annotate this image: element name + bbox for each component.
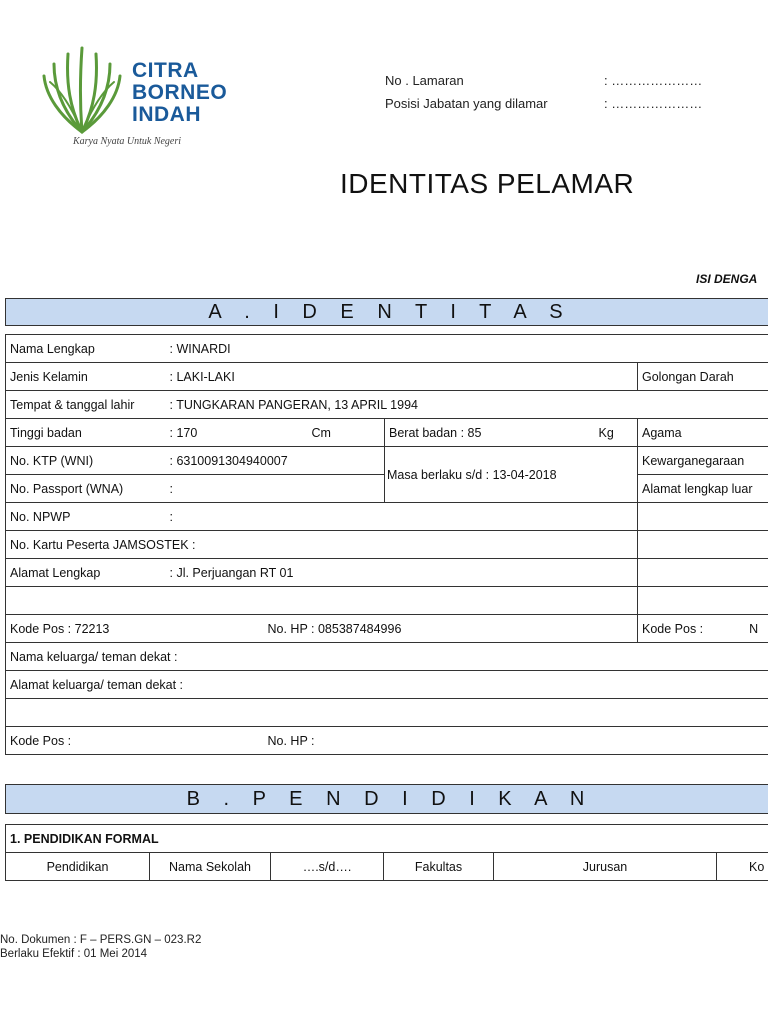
alamat-value[interactable]: : Jl. Perjuangan RT 01 [166,559,638,587]
berat-unit: Kg [595,419,638,447]
alamat-luar-label: Alamat lengkap luar [638,475,768,503]
right-empty-cell[interactable] [638,531,768,559]
table-row [6,419,768,447]
table-row [6,447,768,475]
no-lamaran-value: : ………………… [604,73,703,88]
footer-doc-number: No. Dokumen : F – PERS.GN – 023.R2 [0,934,202,946]
npwp-value[interactable]: : [166,503,638,531]
company-logo [40,44,240,154]
hp-label[interactable]: No. HP : 085387484996 [264,615,638,643]
table-row [6,391,768,419]
alamat-label: Alamat Lengkap [6,559,166,587]
right-empty-cell[interactable] [638,587,768,615]
header-fakultas: Fakultas [384,853,494,881]
table-row [6,853,768,881]
header-periode: ….s/d…. [271,853,384,881]
table-row [6,699,768,727]
header-pendidikan: Pendidikan [6,853,150,881]
kodepos-label[interactable]: Kode Pos : 72213 [6,615,264,643]
header-jurusan: Jurusan [494,853,717,881]
no-lamaran-label: No . Lamaran [385,73,464,88]
kewarganegaraan-label: Kewarganegaraan [638,447,768,475]
jenis-kelamin-value[interactable]: : LAKI-LAKI [166,363,638,391]
footer-effective-date: Berlaku Efektif : 01 Mei 2014 [0,948,148,960]
masa-berlaku[interactable]: Masa berlaku s/d : 13-04-2018 [385,447,638,503]
table-row [6,363,768,391]
table-row [6,335,768,363]
nama-value[interactable]: : WINARDI [166,335,768,363]
table-row [6,615,768,643]
palm-leaf-icon [40,46,124,134]
ttl-label: Tempat & tanggal lahir [6,391,166,419]
ktp-label: No. KTP (WNI) [6,447,166,475]
jenis-kelamin-label: Jenis Kelamin [6,363,166,391]
keluarga-alamat-line-2[interactable] [6,699,768,727]
table-row [6,825,768,853]
keluarga-alamat-label[interactable]: Alamat keluarga/ teman dekat : [6,671,768,699]
passport-value[interactable]: : [166,475,385,503]
posisi-label: Posisi Jabatan yang dilamar [385,96,548,111]
table-row [6,503,768,531]
logo-text-indah: INDAH [132,103,201,126]
passport-label: No. Passport (WNA) [6,475,166,503]
posisi-value: : ………………… [604,96,703,111]
section-a-header: A . I D E N T I T A S [5,298,768,326]
table-row [6,727,768,755]
table-row [6,531,768,559]
alamat-line-2[interactable] [6,587,638,615]
table-row [6,587,768,615]
right-empty-cell[interactable] [638,559,768,587]
logo-text-borneo: BORNEO [132,81,228,104]
keluarga-nama-label[interactable]: Nama keluarga/ teman dekat : [6,643,768,671]
right-empty-cell[interactable] [638,503,768,531]
instruction-text: ISI DENGA [696,272,758,286]
pendidikan-formal-label: 1. PENDIDIKAN FORMAL [6,825,768,853]
kodepos-right-label: Kode Pos : [642,621,704,636]
jamsostek-label[interactable]: No. Kartu Peserta JAMSOSTEK : [6,531,638,559]
berat-label[interactable]: Berat badan : 85 [385,419,595,447]
identitas-table [5,334,768,755]
kodepos-right-trail: N [749,621,759,636]
header-nama-sekolah: Nama Sekolah [150,853,271,881]
table-row [6,559,768,587]
ktp-value[interactable]: : 6310091304940007 [166,447,385,475]
agama-label: Agama [638,419,768,447]
table-row [6,643,768,671]
section-b-header: B . P E N D I D I K A N [5,784,768,814]
table-row [6,671,768,699]
logo-tagline: Karya Nyata Untuk Negeri [73,136,182,147]
pendidikan-table [5,824,768,881]
tinggi-value[interactable]: : 170 [166,419,264,447]
golongan-darah-label: Golongan Darah [638,363,768,391]
kodepos-right[interactable] [638,615,768,643]
nama-label: Nama Lengkap [6,335,166,363]
page-title: IDENTITAS PELAMAR [340,168,635,199]
logo-text-citra: CITRA [132,59,199,82]
ttl-value[interactable]: : TUNGKARAN PANGERAN, 13 APRIL 1994 [166,391,768,419]
tinggi-unit: Cm [264,419,385,447]
tinggi-label: Tinggi badan [6,419,166,447]
keluarga-kodepos-label[interactable]: Kode Pos : [6,727,264,755]
header-kota: Ko [717,853,768,881]
keluarga-hp-label[interactable]: No. HP : [264,727,768,755]
npwp-label: No. NPWP [6,503,166,531]
